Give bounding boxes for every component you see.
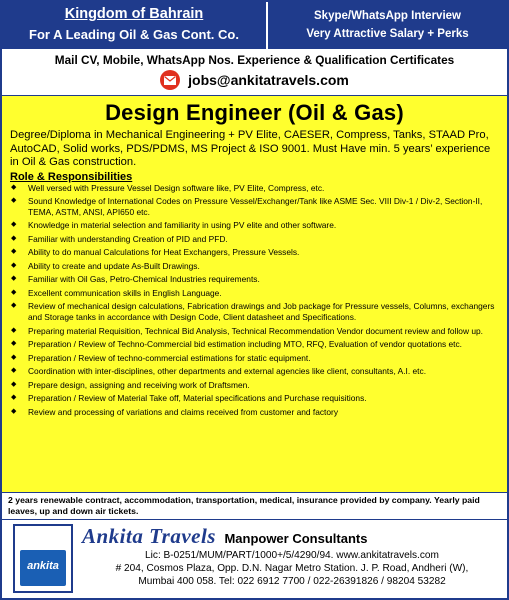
list-item: ◆ Review of mechanical design calculations, Fabrication drawings and Job package for Pressure vessels, Columns, exchangers and Storage tanks in accordance with Design Code, Client datasheet and Specifications. xyxy=(10,301,499,323)
header-banner xyxy=(2,2,507,49)
list-item: ◆ Well versed with Pressure Vessel Design software like, PV Elite, Compress, etc. xyxy=(10,183,499,194)
address-line-1: # 204, Cosmos Plaza, Opp. D.N. Nagar Metro Station. J. P. Road, Andheri (W), xyxy=(115,562,469,574)
list-item: ◆ Ability to do manual Calculations for Heat Exchangers, Pressure Vessels. xyxy=(10,247,499,258)
list-item: ◆ Sound Knowledge of International Codes on Pressure Vessel/Exchanger/Tank like ASME Sec. VIII Div-1 / Div-2, Section-II, TEMA, ASTM, ANSI, API650 etc. xyxy=(10,196,499,218)
list-item: ◆ Prepare design, assigning and receiving work of Draftsmen. xyxy=(10,380,499,391)
roles-list xyxy=(10,183,499,418)
email-row xyxy=(2,70,507,90)
list-item: ◆ Review and processing of variations and claims received from customer and factory xyxy=(10,407,499,418)
list-item: ◆ Familiar with Oil Gas, Petro-Chemical Industries requirements. xyxy=(10,274,499,285)
mail-section xyxy=(2,49,507,95)
brand xyxy=(82,524,367,549)
country-title: Kingdom of Bahrain xyxy=(64,6,204,22)
ankita-logo xyxy=(13,524,73,593)
email-link[interactable]: jobs@ankitatravels.com xyxy=(188,72,349,88)
address-line-2: Mumbai 400 058. Tel: 022 6912 7700 / 022-26391826 / 98204 53282 xyxy=(138,575,446,587)
brand-subtitle: Manpower Consultants xyxy=(224,531,368,546)
job-title: Design Engineer (Oil & Gas) xyxy=(105,100,404,125)
interview-note: Skype/WhatsApp Interview xyxy=(314,10,461,22)
logo-text: ankita xyxy=(27,560,59,572)
address-block xyxy=(82,550,502,588)
list-item: ◆ Excellent communication skills in English Language. xyxy=(10,288,499,299)
header-right xyxy=(268,2,507,49)
footer xyxy=(2,519,507,598)
list-item: ◆ Preparation / Review of techno-commercial estimations for static equipment. xyxy=(10,353,499,364)
list-item: ◆ Ability to create and update As-Built Drawings. xyxy=(10,261,499,272)
header-left xyxy=(2,2,268,49)
list-item: ◆ Preparing material Requisition, Technical Bid Analysis, Technical Recommendation Vendor document review and follow up. xyxy=(10,326,499,337)
license-line: Lic: B-0251/MUM/PART/1000+/5/4290/94. www.ankitatravels.com xyxy=(145,550,439,561)
email-icon xyxy=(160,70,180,90)
mail-instruction: Mail CV, Mobile, WhatsApp Nos. Experience & Qualification Certificates xyxy=(54,53,455,67)
job-requirements: Degree/Diploma in Mechanical Engineering + PV Elite, CAESER, Compress, Tanks, STAAD Pro, AutoCAD, Solid works, PDS/PDMS, MS Project & ISO 9001. Must Have min. 5 years’ experience in Oil & Gas construction. xyxy=(10,129,491,168)
salary-note: Very Attractive Salary + Perks xyxy=(306,28,469,40)
list-item: ◆ Preparation / Review of Material Take off, Material specifications and Purchase requisitions. xyxy=(10,393,499,404)
list-item: ◆ Knowledge in material selection and familiarity in using PV elite and other software. xyxy=(10,220,499,231)
list-item: ◆ Familiar with understanding Creation of PID and PFD. xyxy=(10,234,499,245)
brand-name: Ankita Travels xyxy=(82,524,216,548)
client-subtitle: For A Leading Oil & Gas Cont. Co. xyxy=(29,27,239,42)
contract-text: 2 years renewable contract, accommodation, transportation, medical, insurance provided by company. Yearly paid leaves, up and down air tickets. xyxy=(8,495,480,516)
job-details xyxy=(2,95,507,492)
roles-heading: Role & Responsibilities xyxy=(10,170,133,183)
list-item: ◆ Preparation / Review of Techno-Commercial bid estimation including MTO, RFQ, Evaluation of vendor quotations etc. xyxy=(10,339,499,350)
contract-terms xyxy=(2,492,507,519)
list-item: ◆ Coordination with inter-disciplines, other departments and external agencies like client, consultants, A.I. etc. xyxy=(10,366,499,377)
